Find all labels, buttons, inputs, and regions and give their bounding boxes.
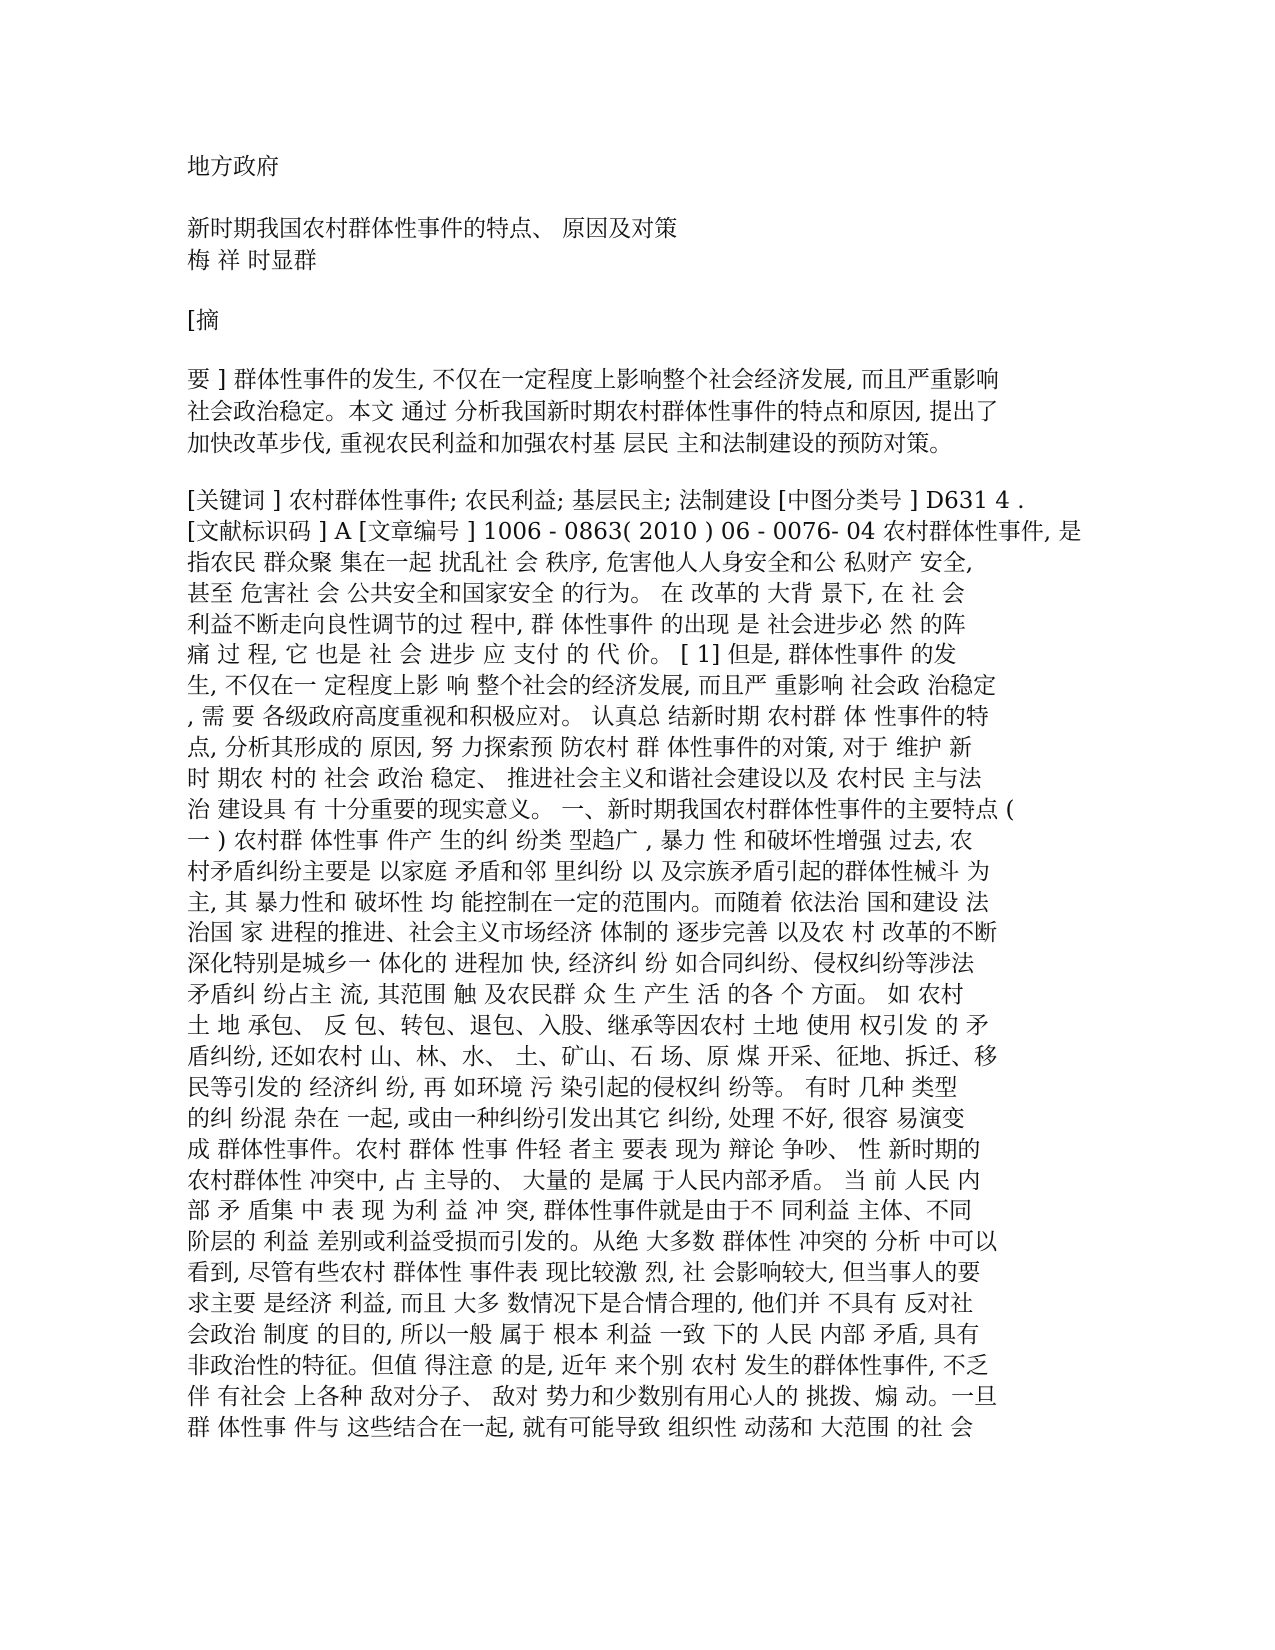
- body-line: 指农民 群众聚 集在一起 扰乱社 会 秩序, 危害他人人身安全和公 私财产 安全,: [187, 549, 974, 576]
- body-line: 甚至 危害社 会 公共安全和国家安全 的行为。 在 改革的 大背 景下, 在 社 会: [187, 580, 965, 607]
- body-line: 利益不断走向良性调节的过 程中, 群 体性事件 的出现 是 社会进步必 然 的阵: [187, 611, 966, 638]
- abstract-paragraph: [187, 364, 1087, 460]
- body-line: , 需 要 各级政府高度重视和积极应对。 认真总 结新时期 农村群 体 性事件的特: [187, 704, 989, 731]
- body-line: 盾纠纷, 还如农村 山、林、水、 土、矿山、石 场、原 煤 开采、征地、拆迁、移: [187, 1044, 998, 1071]
- body-line: 会政治 制度 的目的, 所以一般 属于 根本 利益 一致 下的 人民 内部 矛盾, 具有: [187, 1322, 980, 1349]
- body-line: 伴 有社会 上各种 敌对分子、 敌对 势力和少数别有用心人的 挑拨、煽 动。一旦: [187, 1383, 998, 1410]
- body-line: 阶层的 利益 差别或利益受损而引发的。从绝 大多数 群体性 冲突的 分析 中可以: [187, 1229, 998, 1256]
- body-line: 非政治性的特征。但值 得注意 的是, 近年 来个别 农村 发生的群体性事件, 不乏: [187, 1352, 989, 1379]
- abstract-line: 要 ] 群体性事件的发生, 不仅在一定程度上影响整个社会经济发展, 而且严重影响: [187, 367, 999, 393]
- body-line: 村矛盾纠纷主要是 以家庭 矛盾和邻 里纠纷 以 及宗族矛盾引起的群体性械斗 为: [187, 858, 990, 885]
- article-authors: 梅 祥 时显群: [187, 248, 317, 274]
- body-line: 的纠 纷混 杂在 一起, 或由一种纠纷引发出其它 纠纷, 处理 不好, 很容 易演变: [187, 1105, 965, 1132]
- body-line: 求主要 是经济 利益, 而且 大多 数情况下是合情合理的, 他们并 不具有 反对社: [187, 1291, 974, 1318]
- body-line: 群 体性事 件与 这些结合在一起, 就有可能导致 组织性 动荡和 大范围 的社 会: [187, 1414, 974, 1441]
- body-line: 民等引发的 经济纠 纷, 再 如环境 污 染引起的侵权纠 纷等。 有时 几种 类型: [187, 1074, 958, 1101]
- body-line: 治国 家 进程的推进、社会主义市场经济 体制的 逐步完善 以及农 村 改革的不断: [187, 920, 998, 947]
- abstract-label-text: [摘: [187, 308, 219, 334]
- body-line: 部 矛 盾集 中 表 现 为利 益 冲 突, 群体性事件就是由于不 同利益 主体、不同: [187, 1198, 973, 1225]
- body-line: 深化特别是城乡一 体化的 进程加 快, 经济纠 纷 如合同纠纷、侵权纠纷等涉法: [187, 951, 975, 978]
- section-label-text: 地方政府: [187, 154, 279, 180]
- body-line: 土 地 承包、 反 包、转包、退包、入股、继承等因农村 土地 使用 权引发 的 矛: [187, 1013, 989, 1040]
- body-line: 矛盾纠 纷占主 流, 其范围 触 及农民群 众 生 产生 活 的各 个 方面。 如 农村: [187, 982, 964, 1009]
- body-line: [文献标识码 ] A [文章编号 ] 1006 - 0863( 2010 ) 06 - 0076- 04 农村群体性事件, 是: [187, 518, 1082, 545]
- body-text: [187, 486, 1087, 1444]
- body-line: 成 群体性事件。农村 群体 性事 件轻 者主 要表 现为 辩论 争吵、 性 新时期的: [187, 1136, 981, 1163]
- body-line: 一 ) 农村群 体性事 件产 生的纠 纷类 型趋广 , 暴力 性 和破坏性增强 过去, 农: [187, 827, 973, 854]
- body-line: 看到, 尽管有些农村 群体性 事件表 现比较激 烈, 社 会影响较大, 但当事人的要: [187, 1260, 981, 1287]
- body-line: 生, 不仅在一 定程度上影 响 整个社会的经济发展, 而且严 重影响 社会政 治稳定: [187, 673, 997, 700]
- abstract-label: [187, 305, 1087, 337]
- body-line: 治 建设具 有 十分重要的现实意义。 一、新时期我国农村群体性事件的主要特点 (: [187, 796, 1015, 823]
- body-line: [关键词 ] 农村群体性事件; 农民利益; 基层民主; 法制建设 [中图分类号 ] D631 4 .: [187, 488, 1025, 514]
- article-title: 新时期我国农村群体性事件的特点、 原因及对策: [187, 216, 678, 242]
- article-heading: [187, 213, 1087, 277]
- body-line: 痛 过 程, 它 也是 社 会 进步 应 支付 的 代 价。 [ 1] 但是, 群体性事件 的发: [187, 642, 957, 669]
- body-line: 时 期农 村的 社会 政治 稳定、 推进社会主义和谐社会建设以及 农村民 主与法: [187, 766, 982, 793]
- body-line: 主, 其 暴力性和 破坏性 均 能控制在一定的范围内。而随着 依法治 国和建设 法: [187, 889, 989, 916]
- abstract-line: 社会政治稳定。本文 通过 分析我国新时期农村群体性事件的特点和原因, 提出了: [187, 399, 999, 425]
- section-label: [187, 151, 1087, 183]
- body-line: 农村群体性 冲突中, 占 主导的、 大量的 是属 于人民内部矛盾。 当 前 人民 内: [187, 1167, 981, 1194]
- body-line: 点, 分析其形成的 原因, 努 力探索预 防农村 群 体性事件的对策, 对于 维护 新: [187, 735, 973, 762]
- abstract-line: 加快改革步伐, 重视农民利益和加强农村基 层民 主和法制建设的预防对策。: [187, 431, 953, 457]
